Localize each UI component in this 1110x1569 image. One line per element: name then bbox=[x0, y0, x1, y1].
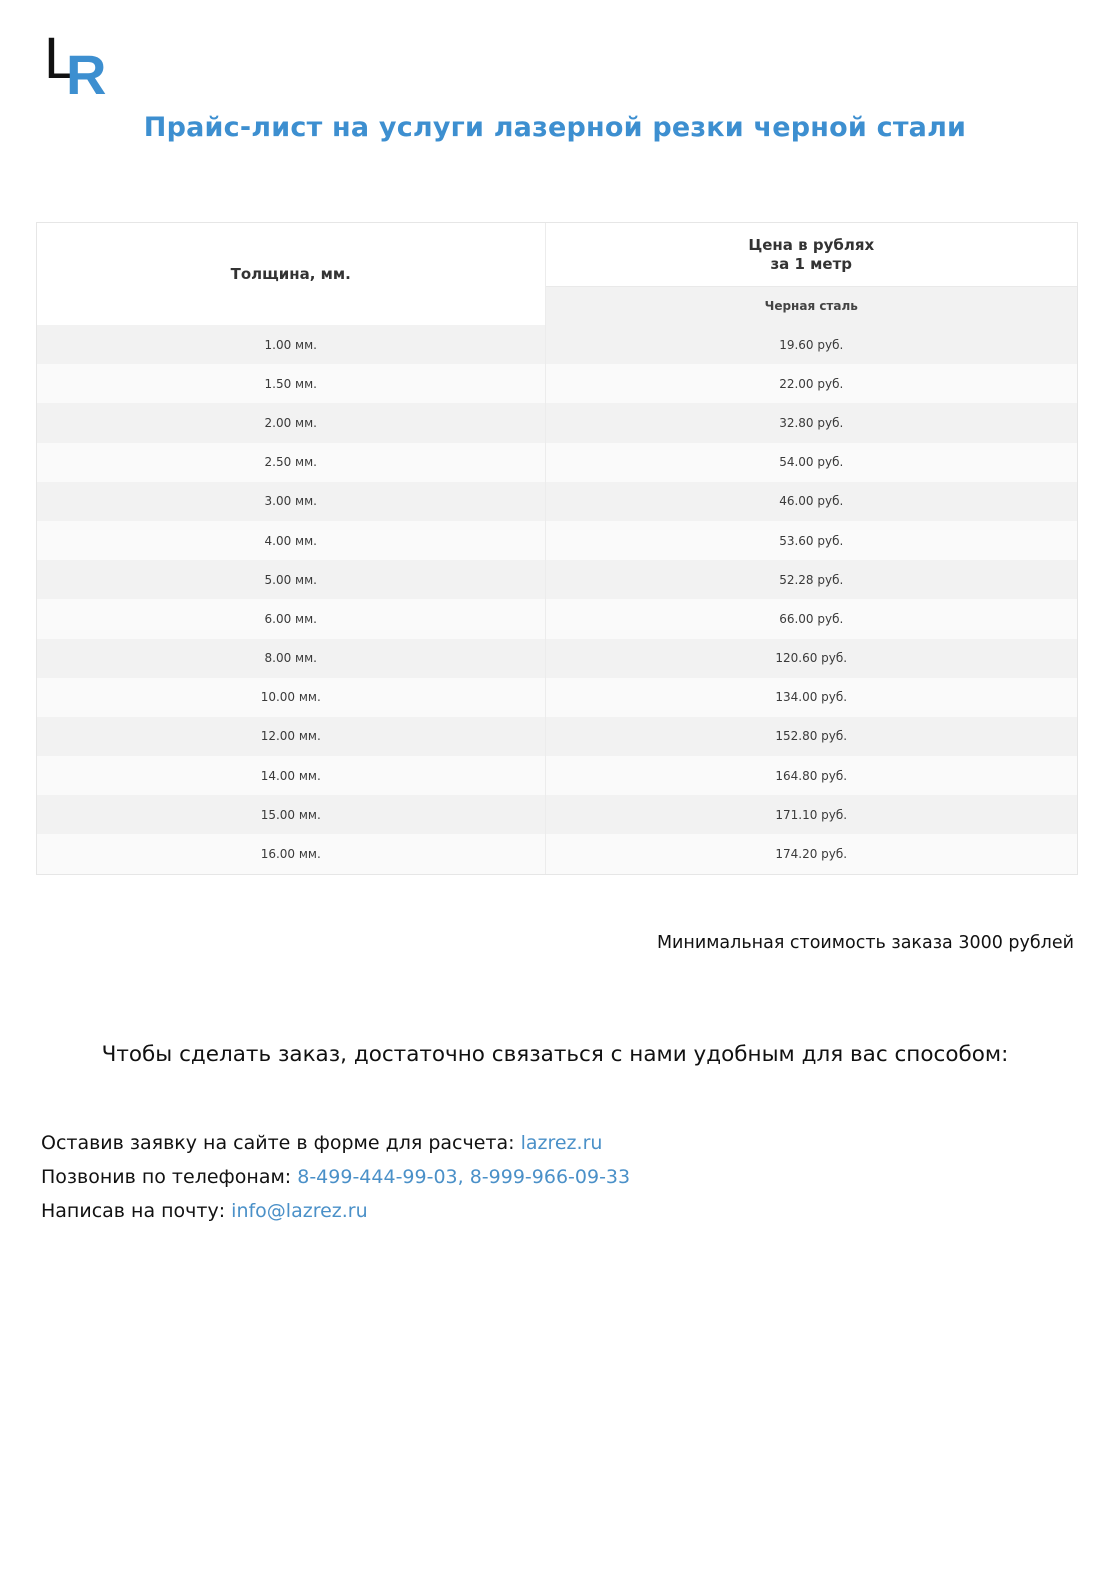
table-row bbox=[37, 795, 1077, 834]
logo-letter-l: L bbox=[44, 28, 77, 91]
contact-email-label: Написав на почту: bbox=[41, 1200, 232, 1222]
thickness-cell: 12.00 мм. bbox=[37, 717, 545, 756]
table-row bbox=[37, 482, 1077, 521]
price-header-line2: за 1 метр bbox=[770, 254, 853, 273]
page-title: Прайс-лист на услуги лазерной резки черной стали bbox=[143, 112, 967, 143]
thickness-cell: 4.00 мм. bbox=[37, 521, 545, 560]
phone-link[interactable]: 8-499-444-99-03, 8-999-966-09-33 bbox=[297, 1166, 631, 1188]
material-subheader: Черная сталь bbox=[545, 287, 1077, 326]
price-cell: 120.60 руб. bbox=[545, 639, 1077, 678]
price-cell: 53.60 руб. bbox=[545, 521, 1077, 560]
thickness-cell: 8.00 мм. bbox=[37, 639, 545, 678]
table-row bbox=[37, 443, 1077, 482]
table-row bbox=[37, 403, 1077, 442]
thickness-column-header: Толщина, мм. bbox=[37, 223, 545, 325]
price-cell: 66.00 руб. bbox=[545, 599, 1077, 638]
thickness-cell: 6.00 мм. bbox=[37, 599, 545, 638]
price-cell: 152.80 руб. bbox=[545, 717, 1077, 756]
price-column-header bbox=[545, 223, 1077, 287]
thickness-cell: 14.00 мм. bbox=[37, 756, 545, 795]
table-row bbox=[37, 521, 1077, 560]
thickness-cell: 3.00 мм. bbox=[37, 482, 545, 521]
table-row bbox=[37, 639, 1077, 678]
price-cell: 22.00 руб. bbox=[545, 364, 1077, 403]
table-row bbox=[37, 325, 1077, 364]
thickness-cell: 16.00 мм. bbox=[37, 834, 545, 873]
price-cell: 46.00 руб. bbox=[545, 482, 1077, 521]
company-logo bbox=[44, 28, 116, 98]
table-row bbox=[37, 599, 1077, 638]
thickness-cell: 15.00 мм. bbox=[37, 795, 545, 834]
contact-email-line bbox=[41, 1194, 630, 1228]
table-row bbox=[37, 756, 1077, 795]
order-heading: Чтобы сделать заказ, достаточно связаться с нами удобным для вас способом: bbox=[101, 1042, 1009, 1067]
price-header-line1: Цена в рублях bbox=[748, 235, 875, 254]
price-cell: 32.80 руб. bbox=[545, 403, 1077, 442]
price-table-container bbox=[36, 222, 1078, 875]
thickness-cell: 10.00 мм. bbox=[37, 678, 545, 717]
price-table-body bbox=[37, 325, 1077, 874]
min-order-note: Минимальная стоимость заказа 3000 рублей bbox=[656, 933, 1074, 953]
price-cell: 174.20 руб. bbox=[545, 834, 1077, 873]
price-cell: 19.60 руб. bbox=[545, 325, 1077, 364]
contact-phone-line bbox=[41, 1160, 630, 1194]
price-cell: 54.00 руб. bbox=[545, 443, 1077, 482]
price-table bbox=[37, 223, 1077, 874]
table-row bbox=[37, 717, 1077, 756]
price-cell: 164.80 руб. bbox=[545, 756, 1077, 795]
thickness-cell: 1.50 мм. bbox=[37, 364, 545, 403]
price-cell: 52.28 руб. bbox=[545, 560, 1077, 599]
price-cell: 171.10 руб. bbox=[545, 795, 1077, 834]
table-row bbox=[37, 834, 1077, 873]
contact-form-line bbox=[41, 1126, 630, 1160]
price-cell: 134.00 руб. bbox=[545, 678, 1077, 717]
contact-phone-label: Позвонив по телефонам: bbox=[41, 1166, 298, 1188]
table-row bbox=[37, 678, 1077, 717]
thickness-cell: 1.00 мм. bbox=[37, 325, 545, 364]
thickness-cell: 2.00 мм. bbox=[37, 403, 545, 442]
email-link[interactable]: info@lazrez.ru bbox=[231, 1200, 368, 1222]
contacts-block bbox=[41, 1126, 630, 1228]
logo-letter-r: R bbox=[66, 43, 107, 98]
website-link[interactable]: lazrez.ru bbox=[520, 1132, 603, 1154]
thickness-cell: 5.00 мм. bbox=[37, 560, 545, 599]
table-row bbox=[37, 560, 1077, 599]
thickness-cell: 2.50 мм. bbox=[37, 443, 545, 482]
contact-form-label: Оставив заявку на сайте в форме для расчета: bbox=[41, 1132, 521, 1154]
table-row bbox=[37, 364, 1077, 403]
